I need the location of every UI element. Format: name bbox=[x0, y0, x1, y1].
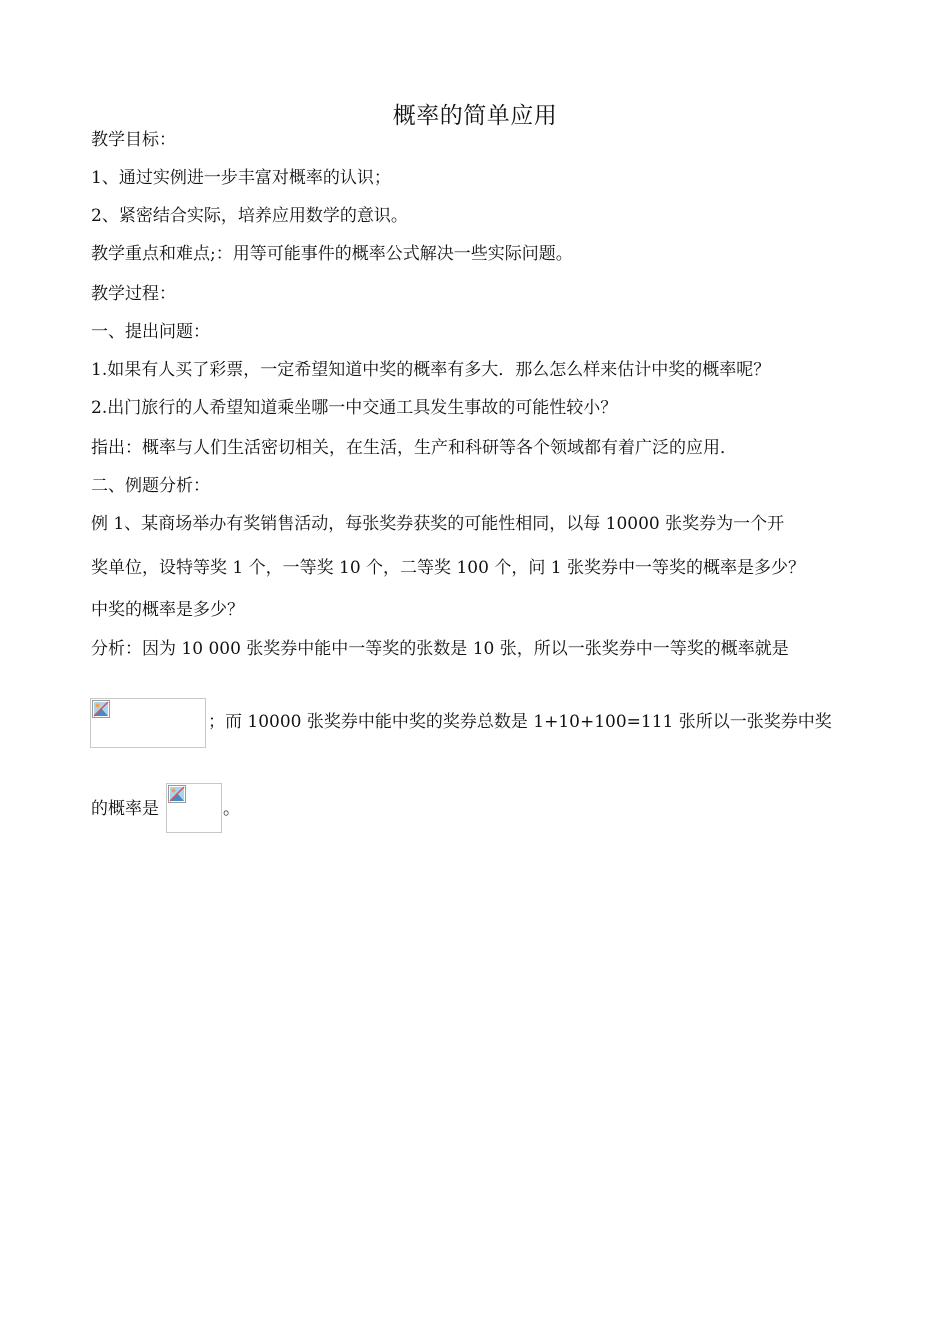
text-before-formula-2: 的概率是 bbox=[91, 799, 159, 819]
text-line: 例 1、某商场举办有奖销售活动，每张奖券获奖的可能性相同，以每 10000 张奖券为一个开 bbox=[91, 514, 785, 534]
text-line: 教学过程： bbox=[91, 284, 176, 304]
text-after-formula-2: 。 bbox=[223, 799, 240, 819]
text-line: 1.如果有人买了彩票，一定希望知道中奖的概率有多大．那么怎么样来估计中奖的概率呢？ bbox=[91, 360, 771, 380]
text-line: 教学重点和难点;：用等可能事件的概率公式解决一些实际问题。 bbox=[91, 244, 573, 264]
text-line: 分析：因为 10 000 张奖券中能中一等奖的张数是 10 张，所以一张奖券中一等奖的概率就是 bbox=[91, 639, 789, 659]
formula-image-1 bbox=[90, 698, 206, 748]
text-line: 2.出门旅行的人希望知道乘坐哪一中交通工具发生事故的可能性较小？ bbox=[91, 398, 618, 418]
text-line: 一、提出问题： bbox=[91, 322, 210, 342]
text-after-formula-1: ；而 10000 张奖券中能中奖的奖券总数是 1+10+100=111 张所以一张奖券中奖 bbox=[208, 712, 832, 732]
text-line: 中奖的概率是多少？ bbox=[91, 600, 244, 620]
text-line: 二、例题分析： bbox=[91, 476, 210, 496]
text-line: 指出：概率与人们生活密切相关，在生活，生产和科研等各个领域都有着广泛的应用． bbox=[91, 438, 737, 458]
text-line: 教学目标： bbox=[91, 130, 176, 150]
text-line: 奖单位，设特等奖 1 个，一等奖 10 个，二等奖 100 个，问 1 张奖券中一等奖的概率是多少？ bbox=[91, 558, 805, 578]
text-line: 2、紧密结合实际，培养应用数学的意识。 bbox=[91, 206, 408, 226]
text-line: 1、通过实例进一步丰富对概率的认识； bbox=[91, 168, 391, 188]
document-title: 概率的简单应用 bbox=[392, 103, 558, 129]
broken-image-icon bbox=[168, 785, 186, 803]
formula-image-2 bbox=[166, 783, 222, 833]
broken-image-icon bbox=[92, 700, 110, 718]
